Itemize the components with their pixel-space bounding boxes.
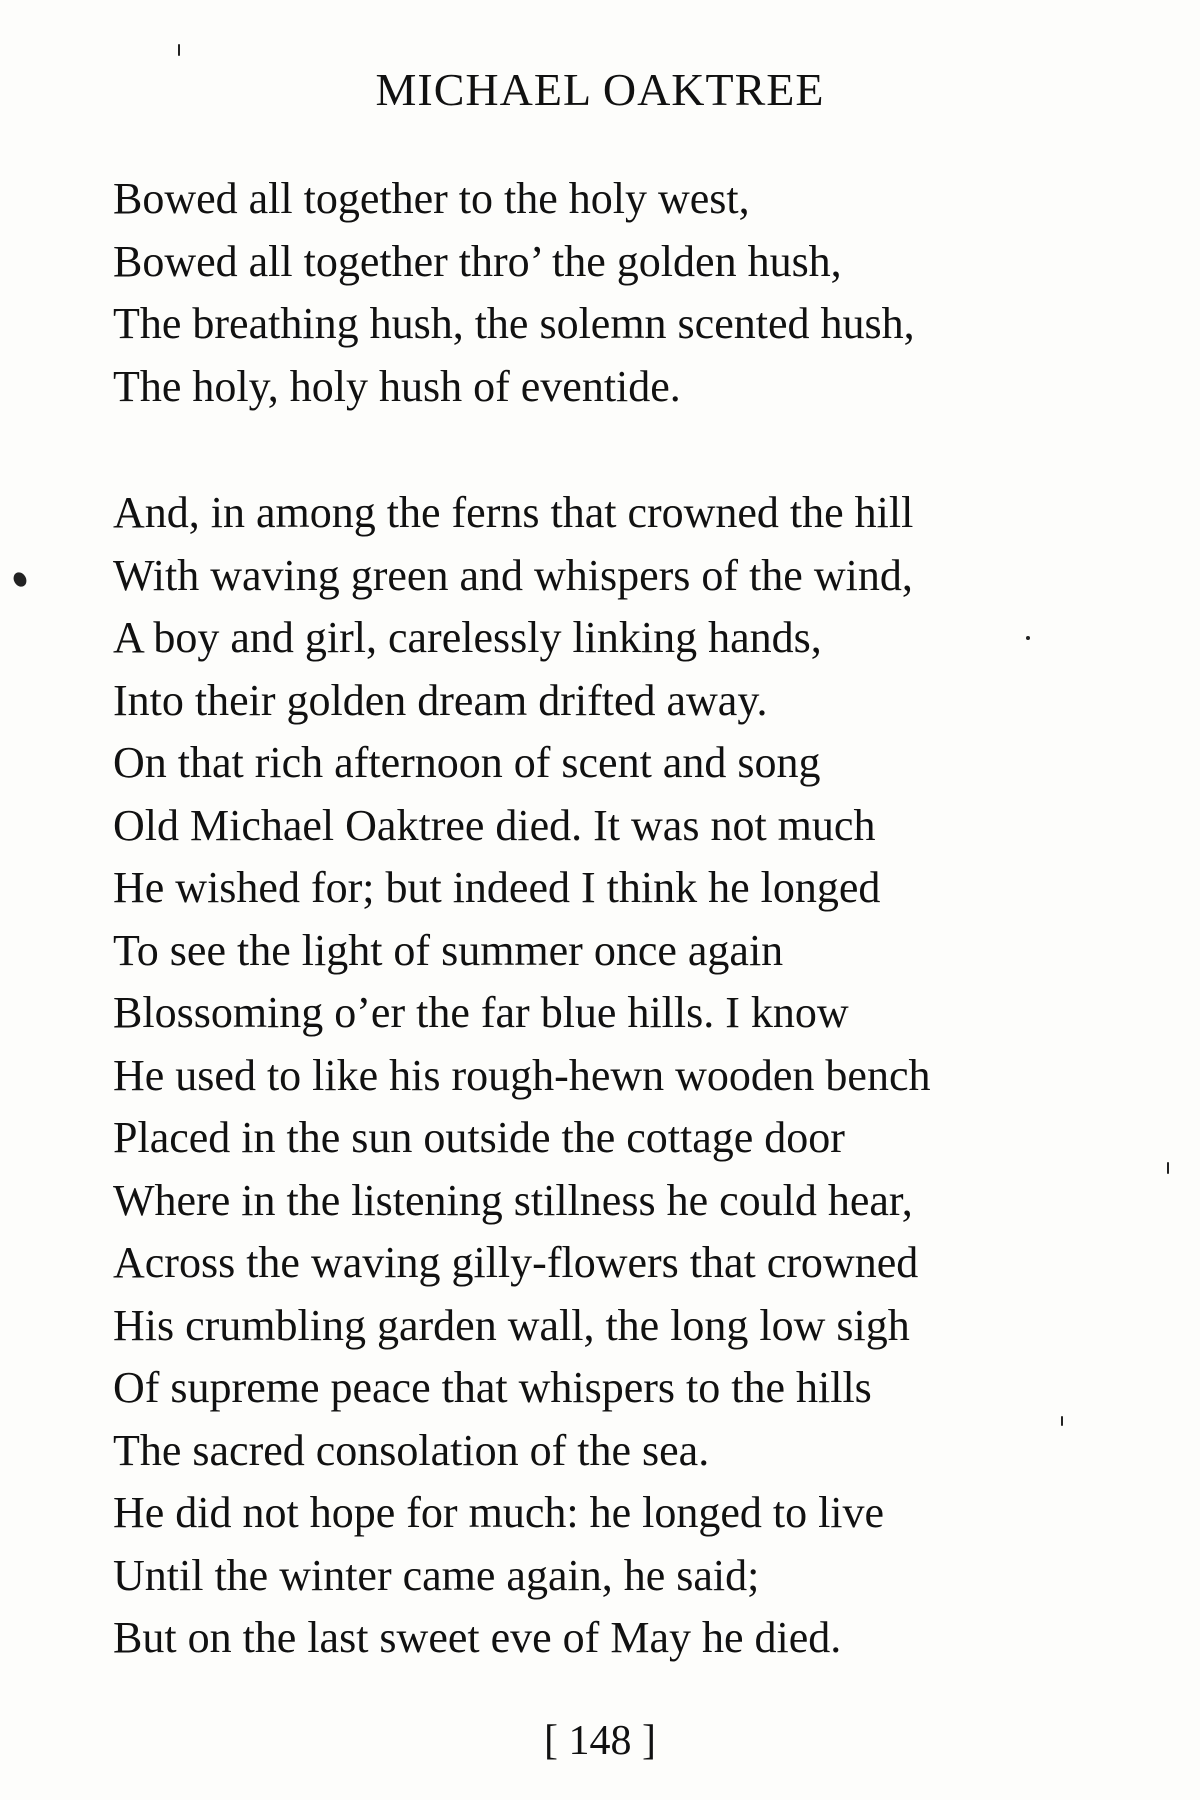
verse-line: His crumbling garden wall, the long low sigh [113,1300,910,1350]
verse-line: Until the winter came again, he said; [113,1550,760,1600]
verse-line: The holy, holy hush of eventide. [113,361,681,411]
verse-line: To see the light of summer once again [113,925,784,975]
verse-line: On that rich afternoon of scent and song [113,738,821,787]
verse-line: Where in the listening stillness he could hear, [113,1175,913,1225]
ink-speck [178,44,180,56]
ink-speck [1167,1162,1169,1174]
stanza-1 [113,168,1113,418]
verse-line: Of supreme peace that whispers to the hills [113,1363,872,1412]
verse-line: He wished for; but indeed I think he longed [113,863,881,912]
ink-speck [1026,636,1030,640]
verse-line: A boy and girl, carelessly linking hands, [113,613,822,662]
verse-line: He used to like his rough-hewn wooden bench [113,1050,931,1100]
running-head: MICHAEL OAKTREE [375,64,825,115]
verse-line: Old Michael Oaktree died. It was not much [113,800,876,850]
verse-line: Bowed all together thro’ the golden hush, [113,236,842,286]
verse-line: Across the waving gilly-flowers that crowned [113,1238,919,1287]
verse-line: The sacred consolation of the sea. [113,1425,710,1475]
verse-line: But on the last sweet eve of May he died. [113,1613,842,1662]
ink-speck [1061,1416,1063,1426]
page-number: [ 148 ] [544,1718,656,1764]
verse-line: Into their golden dream drifted away. [113,675,768,725]
verse-line: He did not hope for much: he longed to live [113,1488,885,1537]
verse-line: And, in among the ferns that crowned the hill [113,488,914,537]
verse-line: The breathing hush, the solemn scented hush, [113,299,915,348]
verse-line: Blossoming o’er the far blue hills. I know [113,988,849,1037]
verse-line: Bowed all together to the holy west, [113,174,750,223]
ink-speck [11,570,29,589]
verse-line: With waving green and whispers of the wind, [113,550,913,600]
verse-line: Placed in the sun outside the cottage door [113,1113,845,1162]
stanza-2 [113,482,1113,1670]
